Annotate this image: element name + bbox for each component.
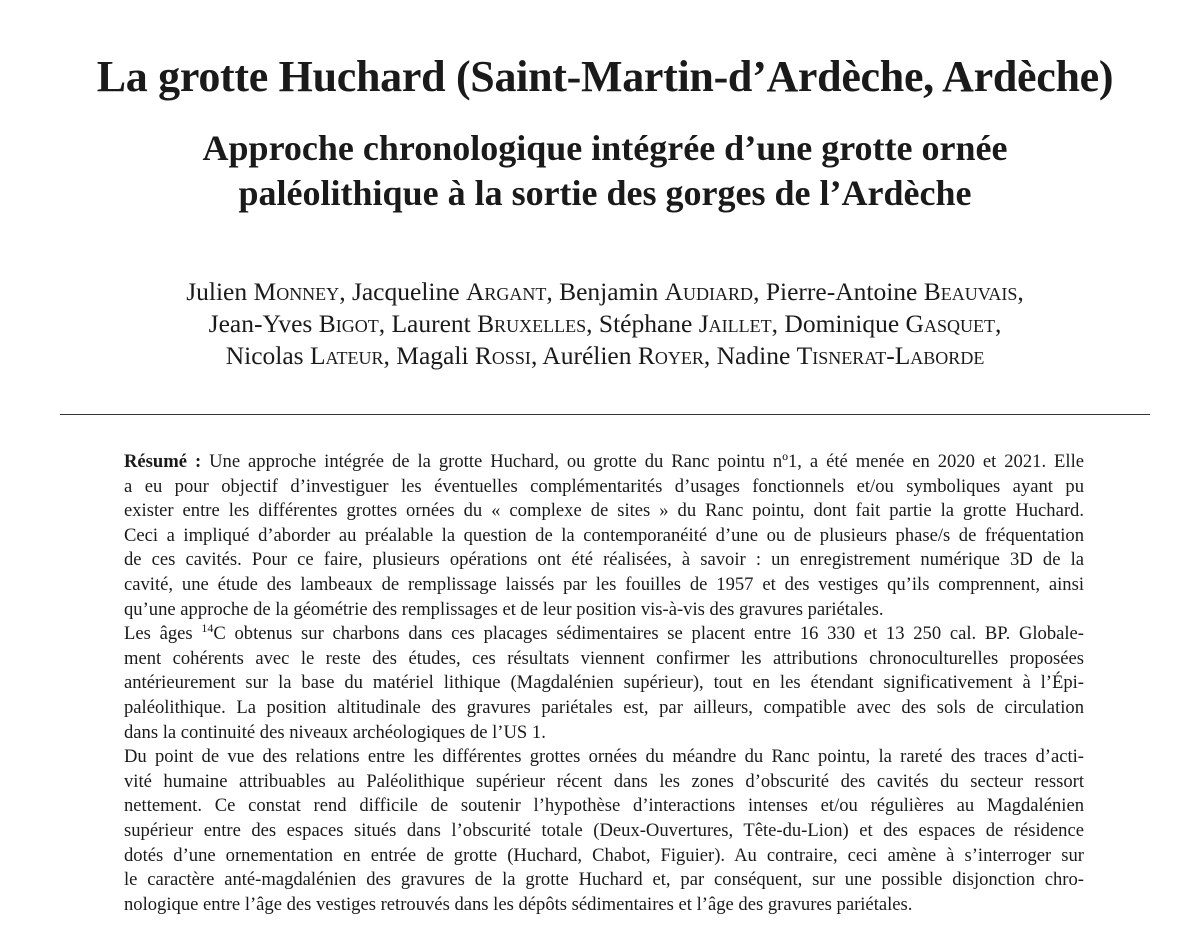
author-last-name: Audiard bbox=[664, 277, 754, 306]
abstract-line: dans la continuité des niveaux archéologiques de l’US 1. bbox=[124, 721, 546, 743]
abstract-line: nettement. Ce constat rend difficile de soutenir l’hypothèse d’interactions intenses et/ou régulières au Magdalénien bbox=[124, 795, 1084, 817]
abstract-label: Résumé : bbox=[124, 451, 202, 472]
abstract-line: exister entre les différentes grottes ornées du « complexe de sites » du Ranc pointu, dont fait partie la grotte Huchard. bbox=[124, 500, 1084, 522]
paper-subtitle bbox=[0, 126, 1200, 216]
author-first-name: Stéphane bbox=[598, 309, 693, 338]
abstract-line: a eu pour objectif d’investiguer les éventuelles complémentarités d’usages fonctionnels et/ou symboliques ayant pu bbox=[124, 475, 1084, 497]
abstract-line: antérieurement sur la base du matériel lithique (Magdalénien supérieur), tout en les étendant significativement à l’Épi- bbox=[124, 672, 1084, 694]
author-last-name: Beauvais bbox=[923, 277, 1018, 306]
author-last-name: Rossi bbox=[474, 341, 531, 370]
abstract-line: Les âges $^{14}$C obtenus sur charbons dans ces placages sédimentaires se placent entre 16 330 et 13 250 cal. BP. Globale- bbox=[124, 621, 1084, 645]
author-first-name: Julien bbox=[186, 277, 248, 306]
abstract-line: nologique entre l’âge des vestiges retrouvés dans les dépôts sédimentaires et l’âge des gravures pariétales. bbox=[124, 893, 913, 915]
author-line-2: Jean-Yves Bigot, Laurent Bruxelles, Stéphane Jaillet, Dominique Gasquet, bbox=[208, 309, 1002, 338]
abstract-line: paléolithique. La position altitudinale des gravures pariétales est, par ailleurs, compatible avec des sols de circulation bbox=[124, 696, 1084, 718]
abstract-line: ment cohérents avec le reste des études, ces résultats viennent confirmer les attributions chronoculturelles proposées bbox=[124, 647, 1084, 669]
abstract-line: qu’une approche de la géométrie des remplissages et de leur position vis-à-vis des gravures pariétales. bbox=[124, 598, 884, 620]
author-last-name: Tisnerat-Laborde bbox=[796, 341, 985, 370]
abstract-line: dotés d’une ornementation en entrée de grotte (Huchard, Chabot, Figuier). Au contraire, ceci amène à s’interroger sur bbox=[124, 844, 1084, 866]
author-first-name: Jacqueline bbox=[351, 277, 460, 306]
subtitle-line-2: paléolithique à la sortie des gorges de l’Ardèche bbox=[238, 173, 972, 213]
author-first-name: Magali bbox=[396, 341, 469, 370]
author-last-name: Monney bbox=[253, 277, 340, 306]
abstract-line: Du point de vue des relations entre les différentes grottes ornées du méandre du Ranc pointu, la rareté des traces d’acti- bbox=[124, 746, 1084, 768]
author-first-name: Dominique bbox=[784, 309, 900, 338]
author-first-name: Nadine bbox=[716, 341, 791, 370]
author-last-name: Bigot bbox=[318, 309, 379, 338]
abstract-line: cavité, une étude des lambeaux de remplissage laissés par les fouilles de 1957 et des vestiges qu’ils comprennent, ainsi bbox=[124, 573, 1084, 595]
author-first-name: Benjamin bbox=[559, 277, 659, 306]
abstract-line: vité humaine attribuables au Paléolithique supérieur récent dans les zones d’obscurité des cavités du secteur ressort bbox=[124, 770, 1084, 792]
author-first-name: Nicolas bbox=[225, 341, 304, 370]
abstract-line: supérieur entre des espaces situés dans l’obscurité totale (Deux-Ouvertures, Tête-du-Lion) et des espaces de résidence bbox=[124, 819, 1084, 841]
abstract-line: Ceci a impliqué d’aborder au préalable la question de la contemporanéité d’une ou de plusieurs phase/s de fréquentation bbox=[124, 524, 1084, 546]
author-line-1: Julien Monney, Jacqueline Argant, Benjamin Audiard, Pierre-Antoine Beauvais, bbox=[186, 277, 1024, 306]
abstract-line: de ces cavités. Pour ce faire, plusieurs opérations ont été réalisées, à savoir : un enregistrement numérique 3D de la bbox=[124, 549, 1084, 571]
author-last-name: Royer bbox=[637, 341, 704, 370]
isotope-superscript: 14 bbox=[201, 621, 214, 636]
author-last-name: Bruxelles bbox=[477, 309, 587, 338]
author-line-3: Nicolas Lateur, Magali Rossi, Aurélien Royer, Nadine Tisnerat-Laborde bbox=[225, 341, 985, 370]
author-first-name: Laurent bbox=[391, 309, 471, 338]
author-last-name: Gasquet bbox=[905, 309, 995, 338]
author-first-name: Aurélien bbox=[542, 341, 632, 370]
author-list bbox=[0, 276, 1200, 372]
subtitle-line-1: Approche chronologique intégrée d’une grotte ornée bbox=[202, 128, 1008, 168]
author-first-name: Pierre-Antoine bbox=[765, 277, 918, 306]
author-last-name: Lateur bbox=[309, 341, 384, 370]
author-first-name: Jean-Yves bbox=[208, 309, 313, 338]
section-divider bbox=[60, 414, 1150, 415]
author-last-name: Jaillet bbox=[698, 309, 772, 338]
abstract-line: Résumé : Une approche intégrée de la grotte Huchard, ou grotte du Ranc pointu nº1, a été menée en 2020 et 2021. Elle bbox=[124, 451, 1084, 472]
abstract-line: le caractère anté-magdalénien des gravures de la grotte Huchard et, par conséquent, sur une possible disjonction chro- bbox=[124, 869, 1084, 891]
abstract bbox=[124, 450, 1084, 917]
paper-title: La grotte Huchard (Saint-Martin-d’Ardèche, Ardèche) bbox=[96, 52, 1114, 101]
author-last-name: Argant bbox=[465, 277, 547, 306]
